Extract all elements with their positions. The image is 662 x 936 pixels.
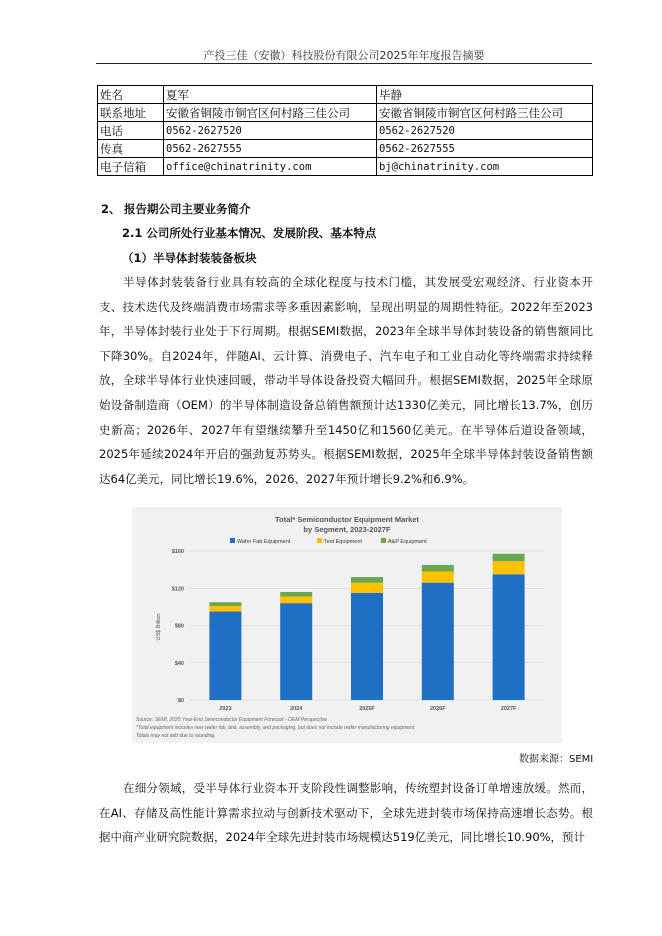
table-cell: bj@chinatrinity.com — [377, 158, 593, 176]
bar-segment — [351, 577, 383, 583]
chart-note-total: *Total equipment includes new wafer fab, test, assembly, and packaging, but does not include wafer manufacturing equipment. — [136, 725, 416, 731]
section-number: 2、 — [101, 202, 121, 216]
x-tick-label: 2024 — [290, 706, 303, 712]
table-cell: 毕静 — [377, 86, 593, 104]
bar-segment — [493, 561, 525, 574]
x-tick-label: 2023 — [219, 706, 232, 712]
section-heading — [101, 201, 251, 217]
bar-segment — [280, 592, 312, 597]
bar-segment — [493, 574, 525, 700]
x-tick-label: 2026F — [429, 706, 446, 712]
figure-source: 数据来源：SEMI — [519, 754, 594, 765]
subsubsection-heading: （1）半导体封装装备板块 — [122, 251, 257, 265]
legend-swatch — [317, 538, 322, 543]
table-cell: 0562-2627520 — [164, 122, 377, 140]
x-tick-label: 2027F — [500, 706, 517, 712]
y-tick-label: $120 — [171, 586, 184, 593]
header-divider — [96, 63, 592, 64]
subsection-heading: 2.1 公司所处行业基本情况、发展阶段、基本特点 — [122, 226, 377, 240]
table-cell-label: 传真 — [98, 140, 164, 158]
x-tick-label: 2025F — [359, 706, 375, 712]
legend-label: Wafer Fab Equipment — [237, 539, 291, 545]
y-tick-label: $0 — [177, 698, 184, 704]
bar-segment — [280, 603, 312, 700]
legend-swatch — [230, 538, 235, 543]
body-paragraph: 在细分领域，受半导体行业资本开支阶段性调整影响，传统塑封设备订单增速放缓。然而，在AI、存储及高性能计算需求拉动与创新技术驱动下，全球先进封装市场保持高速增长态势。根据中商产业研究院数据，2024年全球先进封装市场规模达519亿美元，同比增长10.90%，预计 — [99, 781, 593, 845]
table-cell-label: 电子信箱 — [98, 158, 164, 176]
body-paragraph: 半导体封装装备行业具有较高的全球化程度与技术门槛，其发展受宏观经济、行业资本开支、技术迭代及终端消费市场需求等多重因素影响，呈现出明显的周期性特征。2022年至2023年，半导体封装行业处于下行周期。根据SEMI数据，2023年全球半导体封装设备的销售额同比下降30%。自2024年，伴随AI、云计算、消费电子、汽车电子和工业自动化等终端需求持续释放，全球半导体行业快速回暖，带动半导体设备投资大幅回升。根据SEMI数据，2025年全球原始设备制造商（OEM）的半导体制造设备总销售额预计达1330亿美元，同比增长13.7%，创历史新高；2026年、2027年有望继续攀升至1450亿和1560亿美元。在半导体后道设备领域，2025年延续2024年开启的强劲复苏势头。根据SEMI数据，2025年全球半导体封装设备销售额达64亿美元，同比增长19.6%，2026、2027年预计增长9.2%和6.9%。 — [99, 275, 593, 486]
bar-segment — [280, 597, 312, 604]
section-title: 报告期公司主要业务简介 — [124, 202, 251, 216]
table-cell-label: 姓名 — [98, 86, 164, 104]
chart-subtitle: by Segment, 2023-2027F — [303, 525, 391, 534]
table-cell: 安徽省铜陵市铜官区何村路三佳公司 — [164, 104, 377, 122]
legend-label: A&P Equipment — [388, 539, 427, 545]
chart-legend — [230, 538, 427, 545]
x-axis-ticks — [219, 706, 517, 712]
table-row — [98, 104, 593, 122]
chart-note-source: Source: SEMI, 2025 Year-End Semiconductor Equipment Forecast - OEM Perspective — [136, 717, 328, 723]
bar-segment — [351, 593, 383, 700]
chart-bars — [209, 554, 524, 700]
bar-segment — [209, 612, 241, 700]
table-row — [98, 158, 593, 176]
y-axis-label: US$ Billion — [156, 613, 162, 641]
contact-table — [97, 85, 593, 176]
table-row — [98, 122, 593, 140]
y-tick-label: $160 — [171, 549, 184, 555]
y-tick-label: $40 — [174, 660, 184, 667]
table-cell-label: 电话 — [98, 122, 164, 140]
bar-chart — [132, 507, 562, 743]
bar-segment — [422, 571, 454, 582]
chart-note-rounding: Totals may not add due to rounding. — [136, 733, 216, 739]
bar-segment — [422, 565, 454, 572]
chart-title: Total* Semiconductor Equipment Market — [274, 515, 420, 524]
y-tick-label: $80 — [174, 623, 184, 630]
bar-segment — [351, 583, 383, 593]
table-cell: 夏军 — [164, 86, 377, 104]
page-header: 产投三佳（安徽）科技股份有限公司2025年年度报告摘要 — [203, 49, 485, 62]
legend-label: Test Equipment — [324, 539, 362, 545]
chart-figure — [132, 507, 562, 743]
bar-segment — [209, 606, 241, 612]
table-cell: 0562-2627555 — [164, 140, 377, 158]
legend-swatch — [381, 538, 386, 543]
bar-segment — [209, 602, 241, 606]
table-cell: 安徽省铜陵市铜官区何村路三佳公司 — [377, 104, 593, 122]
bar-segment — [493, 554, 525, 561]
table-cell: office@chinatrinity.com — [164, 158, 377, 176]
table-cell-label: 联系地址 — [98, 104, 164, 122]
table-cell: 0562-2627520 — [377, 122, 593, 140]
table-row — [98, 140, 593, 158]
bar-segment — [422, 583, 454, 700]
table-cell: 0562-2627555 — [377, 140, 593, 158]
table-row — [98, 86, 593, 104]
